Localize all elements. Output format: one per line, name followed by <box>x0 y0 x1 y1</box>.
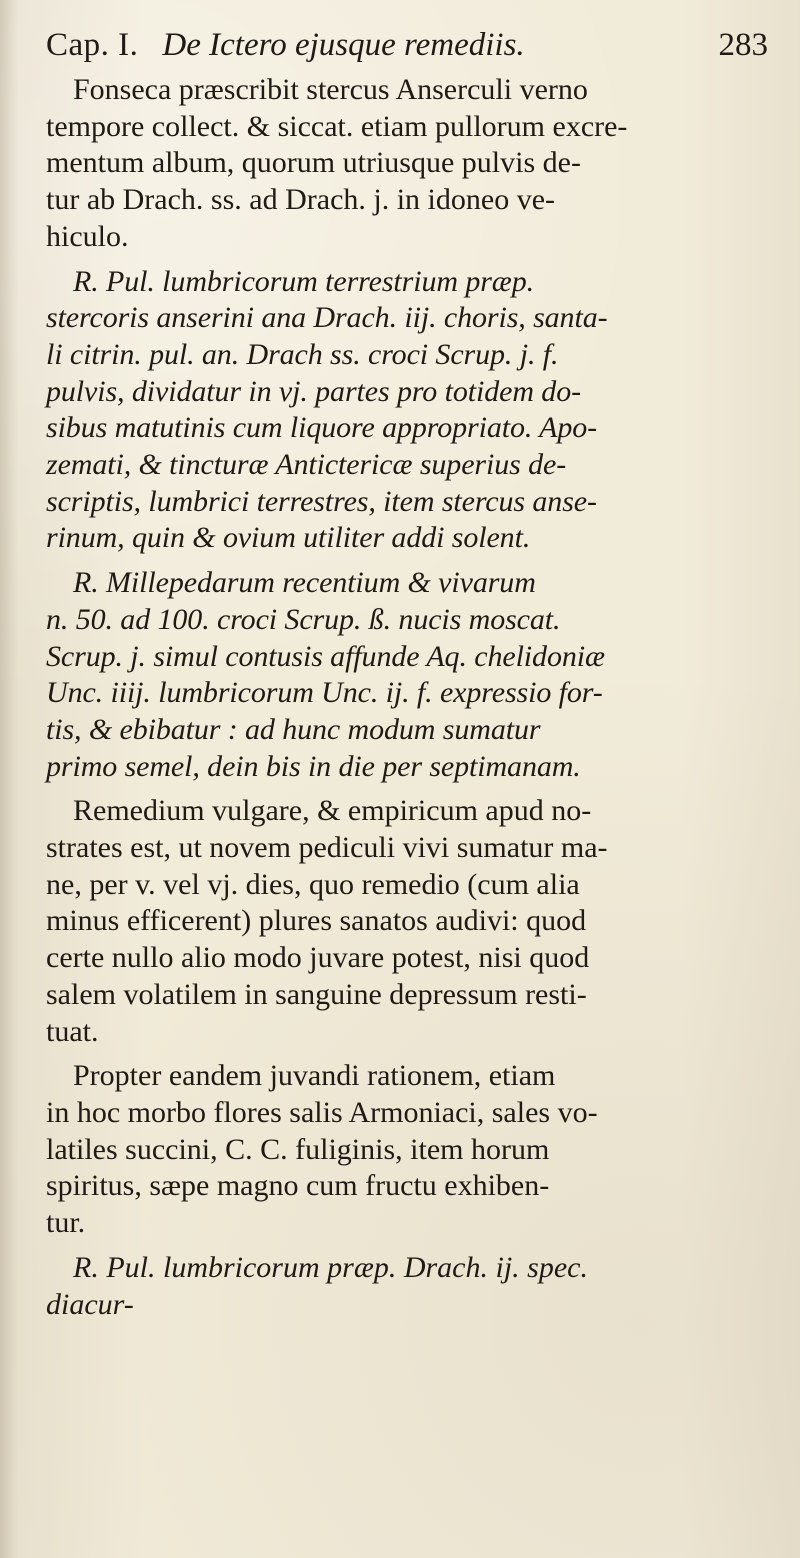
recipe-final: R. Pul. lumbricorum præp. Drach. ij. spec. diacur- <box>46 1250 588 1321</box>
running-title: De Ictero ejusque remediis. <box>162 27 525 63</box>
paragraph-propter-eandem: Propter eandem juvandi rationem, etiam in hoc morbo flores salis Armoniaci, sales vo- latiles succini, C. C. fuliginis, item horum spiritus, sæpe magno cum fructu exhiben- tur. <box>46 1059 598 1240</box>
page-header <box>46 26 768 64</box>
recipe-millepedarum: R. Millepedarum recentium & vivarum n. 50. ad 100. croci Scrup. ß. nucis moscat. Scrup. j. simul contusis affunde Aq. chelidoniæ Unc. iiij. lumbricorum Unc. ij. f. expressio for- tis, & ebibatur : ad hunc modum sumatur primo semel, dein bis in die per septimanam. <box>46 566 605 783</box>
paragraph-fonseca: Fonseca præscribit stercus Anserculi verno tempore collect. & siccat. etiam pullorum excre- mentum album, quorum utriusque pulvis de- tur ab Drach. ss. ad Drach. j. in idoneo ve- hiculo. <box>46 73 628 253</box>
page-gutter-shadow <box>0 0 18 1558</box>
recipe-lumbricorum-pulvis: R. Pul. lumbricorum terrestrium præp. stercoris anserini ana Drach. iij. choris, santa- li citrin. pul. an. Drach ss. croci Scrup. j. f. pulvis, dividatur in vj. partes pro totidem do- sibus matutinis cum liquore appropriato. Apo- zemati, & tincturæ Antictericæ superius de- scriptis, lumbrici terrestres, item stercus anse- rinum, quin & ovium utiliter addi solent. <box>46 264 608 555</box>
paragraph-remedium-vulgare: Remedium vulgare, & empiricum apud no- strates est, ut novem pediculi vivi sumatur ma- ne, per v. vel vj. dies, quo remedio (cum alia minus efficerent) plures sanatos audivi: quod certe nullo alio modo juvare potest, nisi quod salem volatilem in sanguine depressum resti- tuat. <box>46 794 608 1048</box>
page-number: 283 <box>718 27 768 63</box>
chapter-label: Cap. I. <box>46 27 139 63</box>
